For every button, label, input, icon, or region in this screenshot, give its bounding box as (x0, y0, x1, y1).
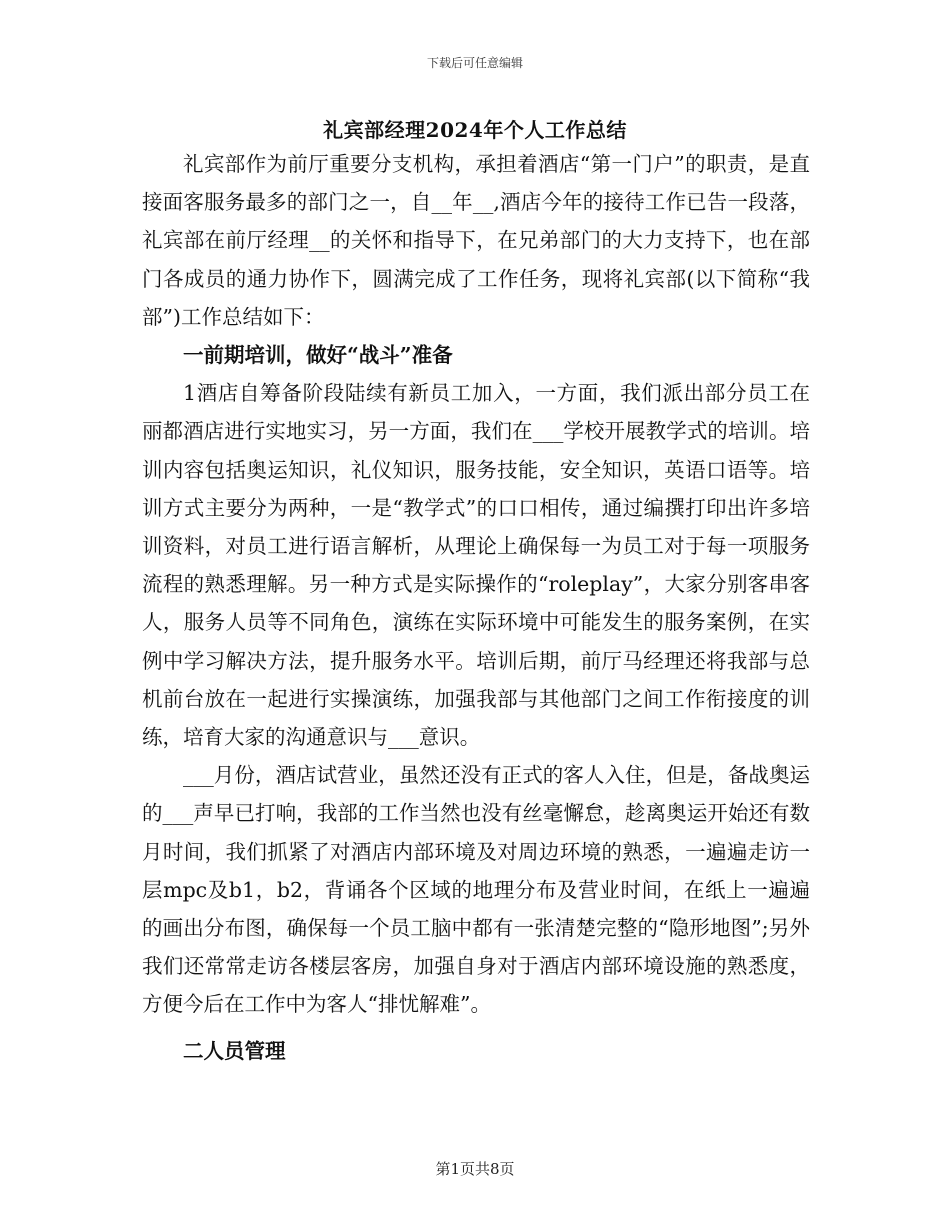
section-heading-training: 一前期培训，做好“战斗”准备 (183, 343, 453, 368)
section-heading-personnel: 二人员管理 (183, 1038, 286, 1063)
page-number: 第1页共8页 (435, 1160, 515, 1178)
intro-paragraph: 礼宾部作为前厅重要分支机构，承担着酒店“第一门户”的职责，是直接面客服务最多的部门之一，自__年__,酒店今年的接待工作已告一段落，礼宾部在前厅经理__的关怀和指导下，在兄弟部门的大力支持下，也在部门各成员的通力协作下，圆满完成了工作任务，现将礼宾部(以下简称“我部”)工作总结如下： (142, 152, 810, 329)
document-body (142, 145, 810, 1070)
document-title: 礼宾部经理2024年个人工作总结 (323, 118, 627, 142)
header-note: 下载后可任意编辑 (426, 56, 523, 70)
trial-operation-paragraph: ___月份，酒店试营业，虽然还没有正式的客人入住，但是，备战奥运的___声早已打响，我部的工作当然也没有丝毫懈怠，趁离奥运开始还有数月时间，我们抓紧了对酒店内部环境及对周边环境的熟悉，一遍遍走访一层mpc及b1，b2，背诵各个区域的地理分布及营业时间，在纸上一遍遍的画出分布图，确保每一个员工脑中都有一张清楚完整的“隐形地图”;另外我们还常常走访各楼层客房，加强自身对于酒店内部环境设施的熟悉度，方便今后在工作中为客人“排忧解难”。 (142, 763, 810, 1017)
training-paragraph: 1酒店自筹备阶段陆续有新员工加入，一方面，我们派出部分员工在丽都酒店进行实地实习，另一方面，我们在___学校开展教学式的培训。培训内容包括奥运知识，礼仪知识，服务技能，安全知识，英语口语等。培训方式主要分为两种，一是“教学式”的口口相传，通过编撰打印出许多培训资料，对员工进行语言解析，从理论上确保每一为员工对于每一项服务流程的熟悉理解。另一种方式是实际操作的“roleplay”，大家分别客串客人，服务人员等不同角色，演练在实际环境中可能发生的服务案例，在实例中学习解决方法，提升服务水平。培训后期，前厅马经理还将我部与总机前台放在一起进行实操演练，加强我部与其他部门之间工作衔接度的训练，培育大家的沟通意识与___意识。 (142, 381, 810, 750)
